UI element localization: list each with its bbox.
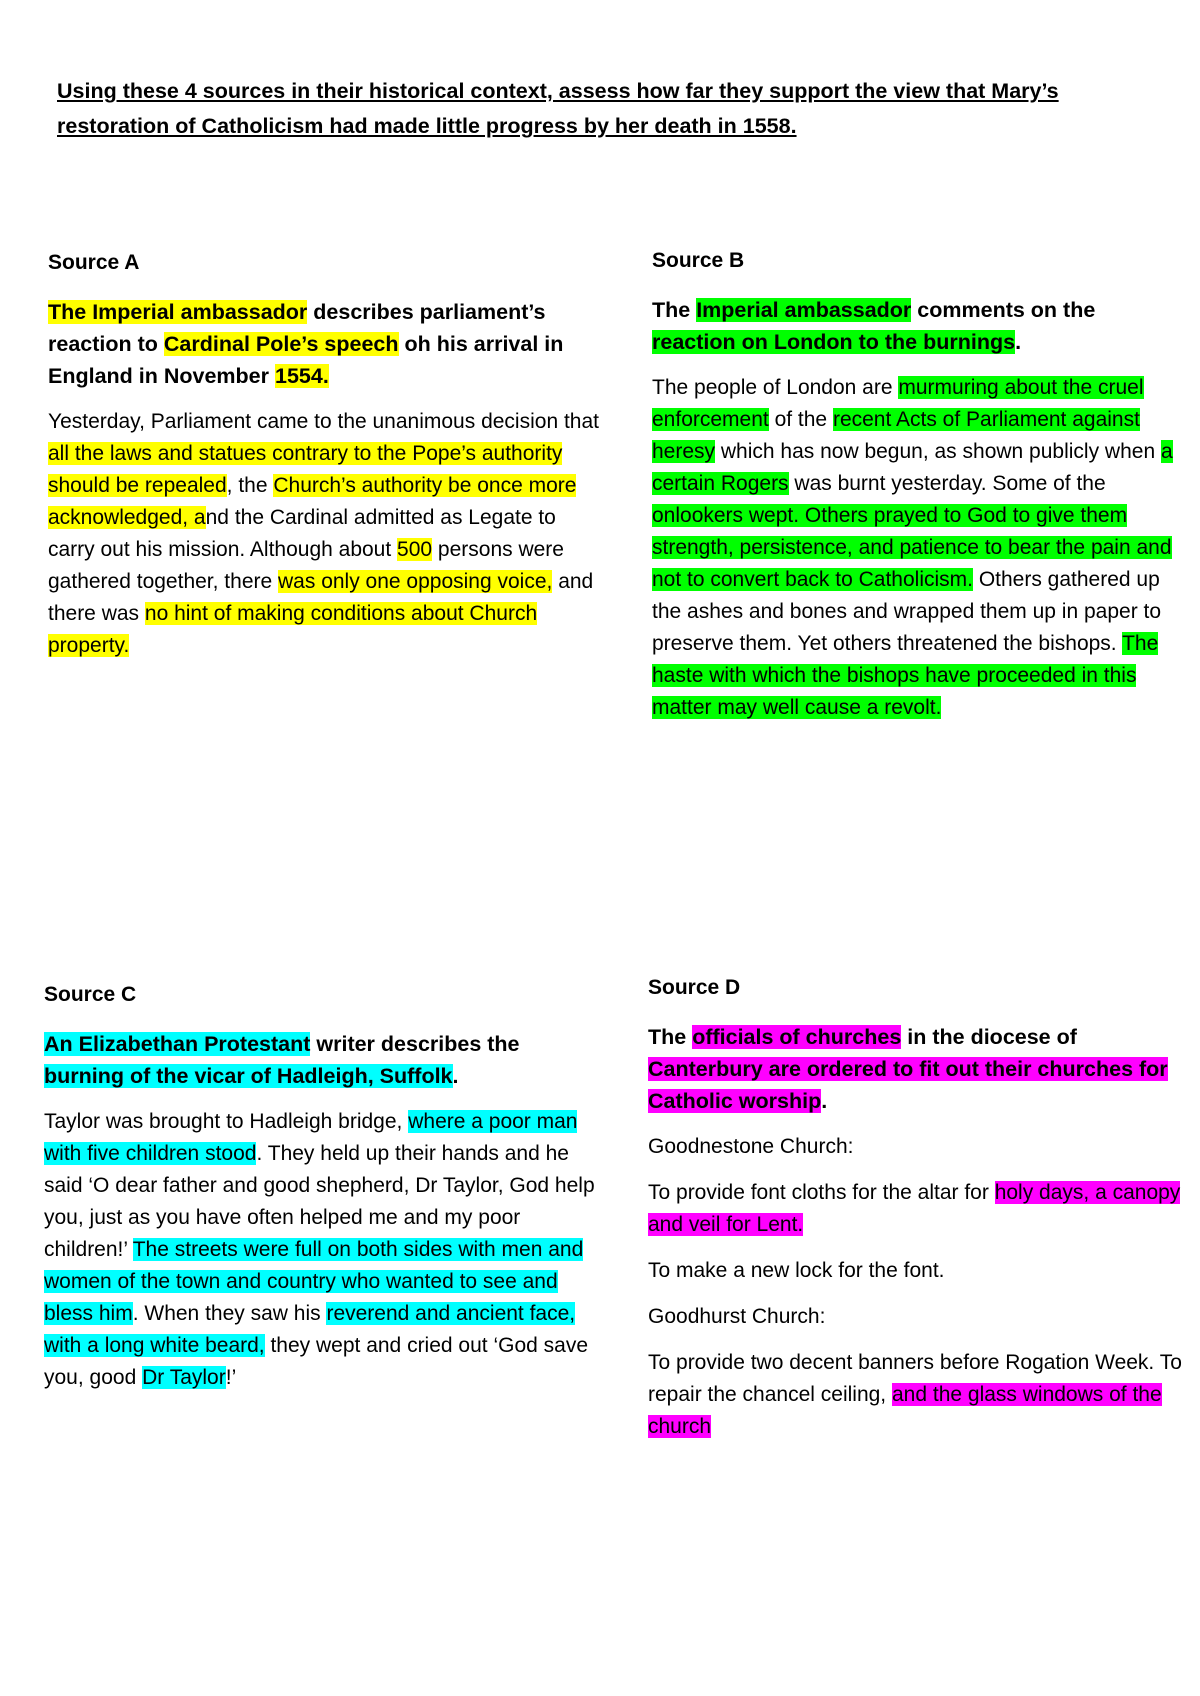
text-run: persons were gathered together, there	[48, 538, 564, 593]
highlighted-text: Cardinal Pole’s speech	[163, 332, 399, 356]
text-run: . When they saw his	[132, 1302, 327, 1325]
source-attribution	[648, 1021, 1182, 1117]
text-run: and there was	[48, 570, 594, 625]
text-run: To provide font cloths for the altar for	[648, 1181, 995, 1204]
highlighted-text: The streets were full on both sides with men and women of the town and country who wanted to see and bless him	[44, 1238, 584, 1325]
source-a	[48, 248, 608, 662]
source-b	[652, 246, 1182, 724]
text-run: .	[1015, 330, 1022, 354]
source-body	[48, 406, 608, 662]
source-paragraph	[648, 1255, 1182, 1287]
text-run: To provide two decent banners before Rogation Week. To repair the chancel ceiling,	[648, 1351, 1182, 1406]
question-heading: Using these 4 sources in their historical context, assess how far they support the view that Mary’s restoration of Catholicism had made little progress by her death in 1558.	[57, 79, 1059, 138]
text-run: Goodnestone Church:	[648, 1135, 854, 1158]
highlighted-text: where a poor man with five children stood	[44, 1110, 578, 1165]
text-run: comments on the	[911, 298, 1096, 322]
source-attribution	[44, 1028, 604, 1092]
highlighted-text: The Imperial ambassador	[48, 300, 308, 324]
highlighted-text: Dr Taylor	[142, 1366, 226, 1389]
highlighted-text: An Elizabethan Protestant	[44, 1032, 311, 1056]
text-run: .	[821, 1089, 828, 1113]
source-body	[652, 372, 1182, 724]
text-run: was burnt yesterday. Some of the	[788, 472, 1106, 495]
highlighted-text: murmuring about the cruel enforcement	[652, 376, 1144, 431]
source-d	[648, 973, 1182, 1443]
text-run: which has now begun, as shown publicly when	[715, 440, 1161, 463]
source-title: Source D	[648, 976, 741, 999]
highlighted-text: officials of churches	[692, 1025, 902, 1049]
text-run: The people of London are	[652, 376, 899, 399]
highlighted-text: recent Acts of Parliament against heresy	[652, 408, 1140, 463]
source-body	[648, 1131, 1182, 1443]
highlighted-text: no hint of making conditions about Church property.	[48, 602, 538, 657]
source-paragraph	[648, 1347, 1182, 1443]
highlighted-text: onlookers wept. Others prayed to God to give them strength, persistence, and patience to bear the pain and not to convert back to Catholicism.	[652, 504, 1172, 591]
highlighted-text: 1554.	[274, 364, 329, 388]
text-run: The	[652, 298, 697, 322]
source-paragraph	[648, 1131, 1182, 1163]
highlighted-text: a certain Rogers	[652, 440, 1173, 495]
highlighted-text: was only one opposing voice,	[278, 570, 553, 593]
text-run: !’	[225, 1366, 237, 1389]
source-attribution	[48, 296, 608, 392]
highlighted-text: 500	[397, 538, 433, 561]
text-run: To make a new lock for the font.	[648, 1259, 945, 1282]
highlighted-text: holy days, a canopy and veil for Lent.	[648, 1181, 1181, 1236]
text-run: Others gathered up the ashes and bones and wrapped them up in paper to preserve them. Yet others threatened the bishops.	[652, 568, 1162, 655]
highlighted-text: and the glass windows of the church	[648, 1383, 1162, 1438]
highlighted-text: burning of the vicar of Hadleigh, Suffolk	[44, 1064, 453, 1088]
source-paragraph	[648, 1177, 1182, 1241]
source-c	[44, 980, 604, 1394]
text-run: .	[452, 1064, 459, 1088]
highlighted-text: Canterbury are ordered to fit out their churches for Catholic worship	[648, 1057, 1168, 1113]
highlighted-text: The haste with which the bishops have proceeded in this matter may well cause a revolt.	[652, 632, 1159, 719]
highlighted-text: all the laws and statues contrary to the Pope’s authority should be repealed	[48, 442, 563, 497]
highlighted-text: Church’s authority be once more acknowledged, a	[48, 474, 577, 529]
text-run: nd the Cardinal admitted as Legate to carry out his mission. Although about	[48, 506, 556, 561]
text-run: describes parliament’s reaction to	[48, 300, 546, 356]
text-run: Goodhurst Church:	[648, 1305, 826, 1328]
text-run: , the	[226, 474, 274, 497]
text-run: oh his arrival in England in November	[48, 332, 564, 388]
text-run: . They held up their hands and he said ‘O dear father and good shepherd, Dr Taylor, God help you, just as you have often helped me and my poor children!’	[44, 1142, 595, 1261]
text-run: in the diocese of	[901, 1025, 1077, 1049]
text-run: they wept and cried out ‘God save you, good	[44, 1334, 588, 1389]
text-run: Taylor was brought to Hadleigh bridge,	[44, 1110, 409, 1133]
source-title: Source A	[48, 251, 140, 274]
source-title: Source B	[652, 249, 745, 272]
highlighted-text: reverend and ancient face, with a long white beard,	[44, 1302, 576, 1357]
text-run: writer describes the	[310, 1032, 520, 1056]
source-paragraph	[48, 406, 608, 662]
source-title: Source C	[44, 983, 137, 1006]
source-paragraph	[648, 1301, 1182, 1333]
text-run: The	[648, 1025, 693, 1049]
text-run: Yesterday, Parliament came to the unanimous decision that	[48, 410, 599, 433]
highlighted-text: reaction on London to the burnings	[652, 330, 1016, 354]
source-paragraph	[44, 1106, 604, 1394]
source-paragraph	[652, 372, 1182, 724]
source-attribution	[652, 294, 1182, 358]
text-run: of the	[768, 408, 833, 431]
highlighted-text: Imperial ambassador	[696, 298, 912, 322]
source-body	[44, 1106, 604, 1394]
